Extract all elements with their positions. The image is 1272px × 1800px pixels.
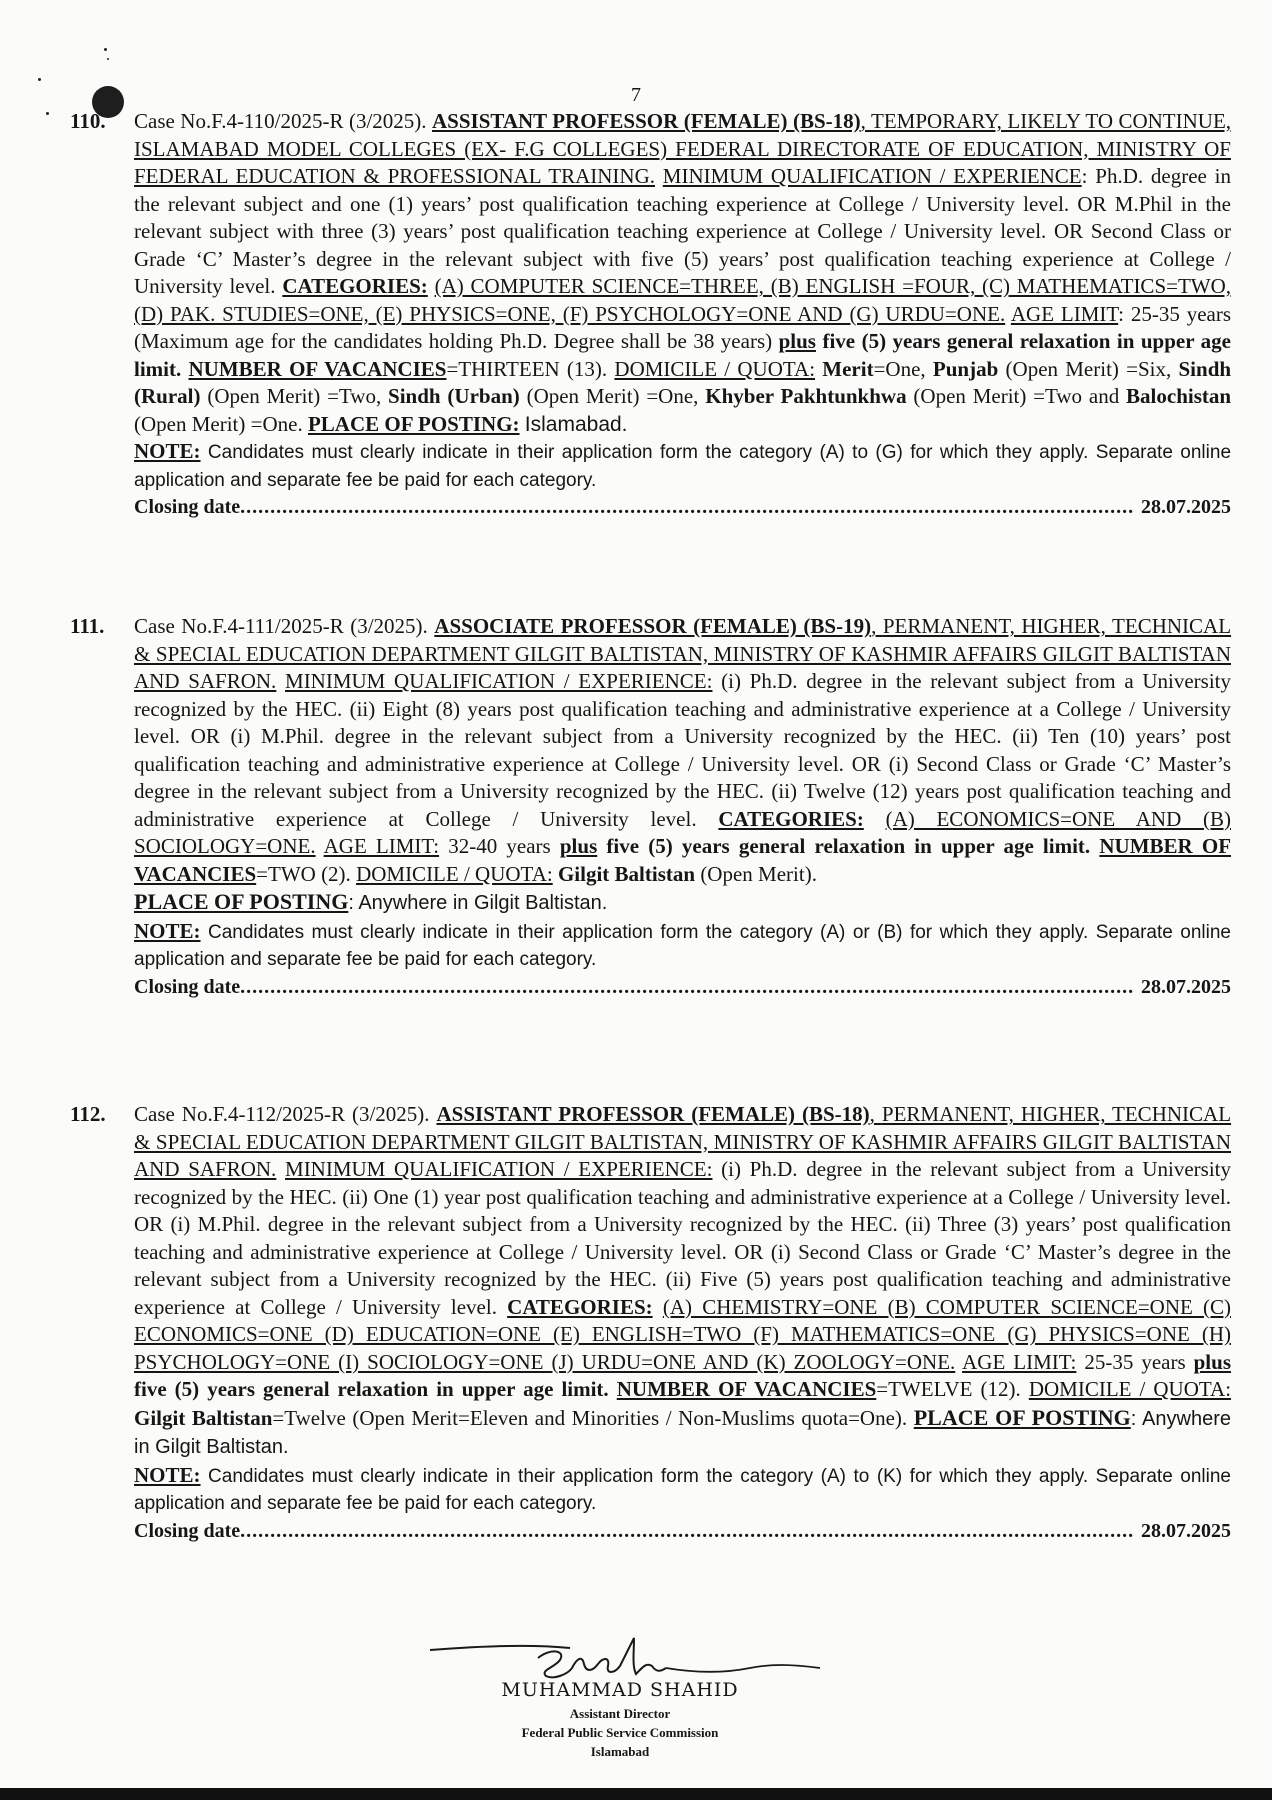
- age-limit-text: 25-35 years: [1084, 1349, 1186, 1374]
- case-number: 111.: [70, 614, 105, 638]
- domicile-detail: (Open Merit) =One,: [526, 384, 699, 408]
- posting-place: : Anywhere in Gilgit Baltistan.: [348, 892, 608, 914]
- case-body: [134, 1101, 1231, 1545]
- vacancies-label: NUMBER OF VACANCIES: [134, 834, 1232, 886]
- age-limit-label: AGE LIMIT:: [323, 834, 440, 858]
- categories-text: (A) ECONOMICS=ONE AND (B) SOCIOLOGY=ONE.: [134, 806, 1231, 858]
- qualification-label: MINIMUM QUALIFICATION / EXPERIENCE:: [285, 1157, 713, 1181]
- posting-label: PLACE OF POSTING: [913, 1404, 1131, 1430]
- domicile-label: DOMICILE / QUOTA:: [614, 356, 816, 381]
- domicile-region: Gilgit Baltistan: [134, 1405, 273, 1430]
- post-title: ASSISTANT PROFESSOR (FEMALE) (BS-18): [432, 109, 861, 133]
- plus-word: plus: [778, 329, 816, 353]
- age-limit-text: 32-40 years: [448, 834, 551, 858]
- domicile-detail: (Open Merit) =Six,: [1005, 356, 1172, 381]
- signatory-title: Assistant Director: [569, 1706, 671, 1721]
- scan-border: [0, 1788, 1272, 1800]
- domicile-detail: (Open Merit) =Two,: [207, 384, 382, 408]
- relaxation-text: five (5) years general relaxation in upper age limit.: [134, 329, 1231, 381]
- domicile-region: Punjab: [932, 356, 999, 381]
- qualification-text: Ph.D. degree in the relevant subject and one (1) years’ post qualification teaching experience at College / University level. OR M.Phil in the relevant subject with three (3) years’ post qualification teaching experience at College / University level. OR Second Class or Grade ‘C’ Master’s degree in the relevant subject with five (5) years’ post qualification teaching experience at College / University level.: [134, 164, 1231, 298]
- post-title: ASSISTANT PROFESSOR (FEMALE) (BS-18): [436, 1102, 870, 1126]
- age-limit-label: AGE LIMIT: [1010, 301, 1119, 326]
- domicile-region: Balochistan: [1126, 384, 1232, 408]
- posting-place: : Anywhere in Gilgit Baltistan.: [134, 1407, 1231, 1458]
- posting-place: Islamabad.: [524, 412, 628, 436]
- closing-date-row: [134, 974, 1231, 1002]
- note-text: Candidates must clearly indicate in their application form the category (A) to (G) for which they apply. Separate online application and separate fee be paid for each category.: [134, 442, 1232, 491]
- closing-date-label: Closing date: [134, 496, 241, 518]
- signatory-city: Islamabad: [590, 1744, 650, 1759]
- scan-speck: [104, 48, 107, 51]
- leader-dots: [240, 1518, 1133, 1546]
- domicile-region: Sindh (Urban): [388, 384, 520, 408]
- scan-speck: [46, 112, 49, 115]
- closing-date-label: Closing date: [134, 1519, 241, 1542]
- vacancies-count: =TWELVE (12).: [876, 1377, 1021, 1401]
- domicile-region: Merit: [822, 356, 874, 381]
- domicile-detail: =Twelve (Open Merit=Eleven and Minorities / Non-Muslims quota=One).: [272, 1405, 908, 1430]
- qualification-text: (i) Ph.D. degree in the relevant subject from a University recognized by the HEC. (ii) Eight (8) years post qualification teaching and administrative experience at a College / University level. OR (i) M.Phil. degree in the relevant subject from a University recognized by the HEC. (ii) Ten (10) years’ post qualification teaching and administrative experience at College / University level. OR (i) Second Class or Grade ‘C’ Master’s degree in the relevant subject from a University recognized by the HEC. (ii) Twelve (12) years post qualification teaching and administrative experience at College / University level.: [134, 669, 1231, 831]
- closing-date-label: Closing date: [134, 975, 241, 998]
- closing-date-row: [134, 1518, 1231, 1546]
- note-label: NOTE:: [134, 918, 201, 943]
- closing-date: 28.07.2025: [1141, 975, 1231, 998]
- vacancies-count: =TWO (2).: [256, 861, 351, 886]
- domicile-detail: (Open Merit) =One.: [134, 411, 303, 436]
- qualification-label: MINIMUM QUALIFICATION / EXPERIENCE: [662, 164, 1082, 188]
- case-reference: Case No.F.4-110/2025-R (3/2025).: [134, 109, 427, 133]
- categories-label: CATEGORIES:: [718, 806, 864, 831]
- case-reference: Case No.F.4-111/2025-R (3/2025).: [134, 614, 428, 638]
- note-label: NOTE:: [134, 1462, 201, 1487]
- relaxation-text: five (5) years general relaxation in upper age limit.: [606, 834, 1091, 858]
- case-paragraph: [134, 1101, 1231, 1462]
- department-text: , PERMANENT, HIGHER, TECHNICAL & SPECIAL EDUCATION DEPARTMENT GILGIT BALTISTAN, MINISTRY OF KASHMIR AFFAIRS GILGIT BALTISTAN AND SAFRON.: [134, 614, 1232, 693]
- note-text: Candidates must clearly indicate in their application form the category (A) or (B) for which they apply. Separate online application and separate fee be paid for each category.: [134, 921, 1231, 970]
- domicile-region: Sindh (Rural): [134, 356, 1232, 408]
- plus-word: plus: [1193, 1349, 1231, 1374]
- posting-label: PLACE OF POSTING:: [307, 411, 520, 436]
- signatory-name: MUHAMMAD SHAHID: [501, 1679, 739, 1701]
- case-number: 110.: [70, 109, 106, 133]
- closing-date: 28.07.2025: [1141, 496, 1231, 518]
- leader-dots: [240, 494, 1133, 522]
- domicile-region: Gilgit Baltistan: [557, 861, 696, 886]
- domicile-detail: (Open Merit).: [700, 861, 817, 886]
- page-number: 7: [631, 84, 641, 106]
- domicile-label: DOMICILE / QUOTA:: [1028, 1377, 1232, 1401]
- vacancies-label: NUMBER OF VACANCIES: [616, 1377, 877, 1401]
- age-limit-label: AGE LIMIT:: [962, 1349, 1077, 1374]
- vacancies-label: NUMBER OF VACANCIES: [188, 356, 447, 381]
- note-text: Candidates must clearly indicate in their application form the category (A) to (K) for which they apply. Separate online application and separate fee be paid for each category.: [134, 1465, 1231, 1514]
- qualification-label: MINIMUM QUALIFICATION / EXPERIENCE:: [285, 669, 713, 693]
- categories-text: (A) COMPUTER SCIENCE=THREE, (B) ENGLISH =FOUR, (C) MATHEMATICS=TWO, (D) PAK. STUDIES=ONE, (E) PHYSICS=ONE, (F) PSYCHOLOGY=ONE AND (G) URDU=ONE.: [134, 274, 1232, 326]
- vacancies-count: =THIRTEEN (13).: [446, 356, 608, 381]
- case-body: [134, 613, 1231, 1001]
- case-number: 112.: [70, 1102, 106, 1126]
- posting-label: PLACE OF POSTING: [134, 889, 349, 914]
- closing-date-row: [134, 494, 1231, 522]
- department-text: , TEMPORARY, LIKELY TO CONTINUE, ISLAMABAD MODEL COLLEGES (EX- F.G COLLEGES) FEDERAL DIRECTORATE OF EDUCATION, MINISTRY OF FEDERAL EDUCATION & PROFESSIONAL TRAINING.: [134, 109, 1232, 188]
- plus-word: plus: [559, 834, 598, 858]
- case-paragraph: Case No.F.4-110/2025-R (3/2025). ASSISTANT PROFESSOR (FEMALE) (BS-18), TEMPORARY, LIKELY TO CONTINUE, ISLAMABAD MODEL COLLEGES (EX- F.G COLLEGES) FEDERAL DIRECTORATE OF EDUCATION, MINISTRY OF FEDERAL EDUCATION & PROFESSIONAL TRAINING. MINIMUM QUALIFICATION / EXPERIENCE: Ph.D. degree in the relevant subject and one (1) years’ post qualification teaching experience at College / University level. OR M.Phil in the relevant subject with three (3) years’ post qualification teaching experience at College / University level. OR Second Class or Grade ‘C’ Master’s degree in the relevant subject with five (5) years’ post qualification teaching experience at College / University level. CATEGORIES: (A) COMPUTER SCIENCE=THREE, (B) ENGLISH =FOUR, (C) MATHEMATICS=TWO, (D) PAK. STUDIES=ONE, (E) PHYSICS=ONE, (F) PSYCHOLOGY=ONE AND (G) URDU=ONE. AGE LIMIT: 25-35 years (Maximum age for the candidates holding Ph.D. Degree shall be 38 years) plus five (5) years general relaxation in upper age limit. NUMBER OF VACANCIES=THIRTEEN (13). DOMICILE / QUOTA: Merit=One, Punjab (Open Merit) =Six, Sindh (Rural) (Open Merit) =Two, Sindh (Urban) (Open Merit) =One, Khyber Pakhtunkhwa (Open Merit) =Two and Balochistan (Open Merit) =One. PLACE OF POSTING: Islamabad.: [134, 109, 1232, 436]
- domicile-detail: (Open Merit) =Two and: [913, 384, 1120, 408]
- categories-label: CATEGORIES:: [507, 1294, 653, 1319]
- domicile-detail: =One,: [873, 356, 926, 381]
- department-text: , PERMANENT, HIGHER, TECHNICAL & SPECIAL EDUCATION DEPARTMENT GILGIT BALTISTAN, MINISTRY OF KASHMIR AFFAIRS GILGIT BALTISTAN AND SAFRON.: [134, 1102, 1232, 1181]
- post-title: ASSOCIATE PROFESSOR (FEMALE) (BS-19): [434, 614, 872, 638]
- note-paragraph: [134, 918, 1231, 974]
- note-paragraph: [134, 1462, 1231, 1518]
- case-paragraph: [134, 613, 1231, 888]
- case-reference: Case No.F.4-112/2025-R (3/2025).: [134, 1102, 430, 1126]
- scan-speck: [38, 78, 41, 81]
- note-label: NOTE:: [134, 439, 201, 463]
- categories-text: (A) CHEMISTRY=ONE (B) COMPUTER SCIENCE=ONE (C) ECONOMICS=ONE (D) EDUCATION=ONE (E) ENGLISH=TWO (F) MATHEMATICS=ONE (G) PHYSICS=ONE (H) PSYCHOLOGY=ONE (I) SOCIOLOGY=ONE (J) URDU=ONE AND (K) ZOOLOGY=ONE.: [134, 1294, 1232, 1374]
- posting-paragraph: [134, 888, 1231, 918]
- domicile-label: DOMICILE / QUOTA:: [356, 861, 553, 886]
- age-limit-text: 25-35 years (Maximum age for the candidates holding Ph.D. Degree shall be 38 years): [134, 301, 1232, 353]
- leader-dots: [240, 974, 1133, 1002]
- case-body: [134, 108, 1231, 522]
- qualification-text: (i) Ph.D. degree in the relevant subject from a University recognized by the HEC. (ii) One (1) year post qualification teaching and administrative experience at a College / University level. OR (i) M.Phil. degree in the relevant subject from a University recognized by the HEC. (ii) Three (3) years’ post qualification teaching and administrative experience at College / University level. OR (i) Second Class or Grade ‘C’ Master’s degree in the relevant subject from a University recognized by the HEC. (ii) Five (5) years post qualification teaching and administrative experience at College / University level.: [134, 1157, 1231, 1319]
- note-paragraph: [134, 438, 1231, 494]
- categories-label: CATEGORIES:: [282, 274, 428, 298]
- closing-date: 28.07.2025: [1141, 1519, 1231, 1542]
- relaxation-text: five (5) years general relaxation in upper age limit.: [134, 1377, 609, 1401]
- scan-speck: [107, 58, 109, 60]
- domicile-region: Khyber Pakhtunkhwa: [705, 384, 907, 408]
- signatory-organization: Federal Public Service Commission: [521, 1725, 719, 1740]
